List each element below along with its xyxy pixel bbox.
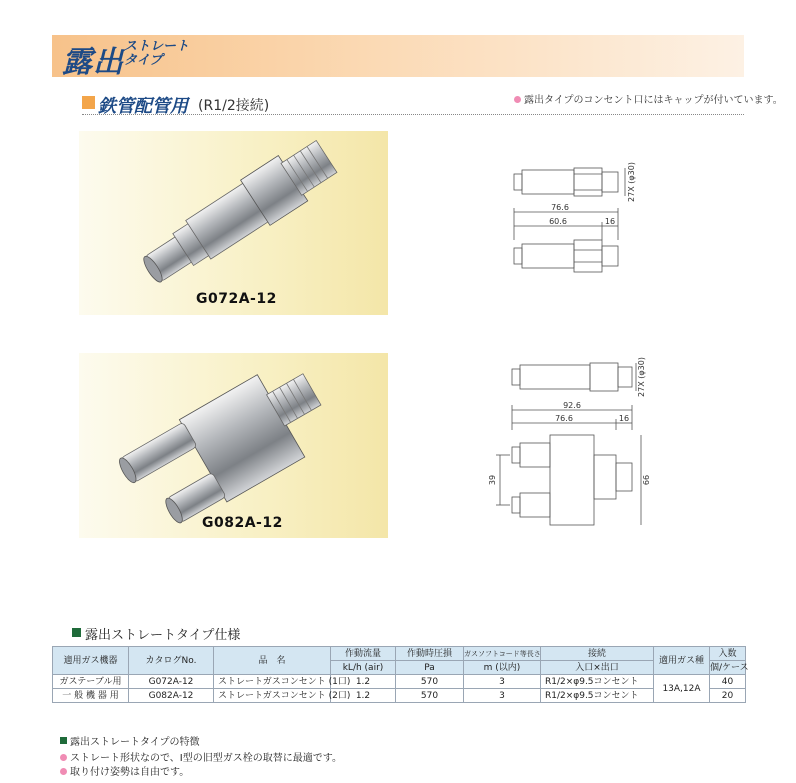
catalog-cell: G082A-12 bbox=[129, 689, 214, 703]
section-title: 鉄管配管用 bbox=[98, 96, 188, 117]
dim-vertical: 27X (φ30) bbox=[627, 162, 636, 202]
section-divider bbox=[82, 114, 744, 115]
table-title-marker bbox=[72, 628, 81, 637]
straight-outlet-illustration bbox=[79, 131, 388, 315]
cord-cell: 3 bbox=[464, 689, 541, 703]
dim-total: 76.6 bbox=[551, 203, 569, 212]
flow-cell: 1.2 bbox=[331, 675, 396, 689]
pressure-cell: 570 bbox=[396, 689, 464, 703]
banner-subtitle-line1: ストレート bbox=[124, 39, 190, 54]
cord-cell: 3 bbox=[464, 675, 541, 689]
product-label-g082a: G082A-12 bbox=[202, 515, 283, 531]
feature-text: ストレート形状なので、I型の旧型ガス栓の取替に最適です。 bbox=[70, 753, 342, 764]
section-marker bbox=[82, 96, 95, 109]
gas-type-cell: 13A,12A bbox=[654, 675, 710, 703]
dim-left-2: 76.6 bbox=[555, 414, 573, 423]
section-subtitle: (R1/2接続) bbox=[198, 98, 270, 114]
header-connection-unit: 入口×出口 bbox=[541, 661, 654, 675]
twin-outlet-illustration bbox=[79, 353, 388, 538]
spec-table bbox=[52, 646, 749, 703]
feature-item bbox=[60, 763, 189, 778]
table-row bbox=[53, 689, 746, 703]
dim-right-2: 16 bbox=[618, 414, 630, 423]
dim-height: 66 bbox=[642, 474, 651, 486]
name-cell: ストレートガスコンセント (2口) bbox=[214, 689, 331, 703]
header-cord: ガスソフトコード等長さ bbox=[464, 647, 541, 661]
banner-subtitle-line2: タイプ bbox=[124, 53, 163, 68]
feature-text: 取り付け姿勢は自由です。 bbox=[70, 767, 190, 778]
qty-cell: 40 bbox=[710, 675, 746, 689]
qty-cell: 20 bbox=[710, 689, 746, 703]
connection-cell: R1/2×φ9.5コンセント bbox=[541, 689, 654, 703]
bullet-icon bbox=[514, 96, 521, 103]
dim-pitch: 39 bbox=[488, 474, 497, 486]
header-connection: 接続 bbox=[541, 647, 654, 661]
banner-title: 露出 bbox=[62, 45, 124, 80]
header-banner bbox=[52, 35, 744, 80]
header-flow: 作動流量 bbox=[331, 647, 396, 661]
flow-cell: 1.2 bbox=[331, 689, 396, 703]
header-category: 適用ガス機器 bbox=[53, 647, 129, 675]
drawing-g082a bbox=[486, 355, 656, 530]
header-qty: 入数 bbox=[710, 647, 746, 661]
pressure-cell: 570 bbox=[396, 675, 464, 689]
header-name: 品 名 bbox=[214, 647, 331, 675]
cap-note bbox=[514, 91, 783, 106]
feature-item bbox=[60, 749, 342, 764]
connection-cell: R1/2×φ9.5コンセント bbox=[541, 675, 654, 689]
features-marker bbox=[60, 737, 67, 744]
dim-left: 60.6 bbox=[549, 217, 567, 226]
catalog-cell: G072A-12 bbox=[129, 675, 214, 689]
header-catalog: カタログNo. bbox=[129, 647, 214, 675]
header-pressure: 作動時圧損 bbox=[396, 647, 464, 661]
header-qty-unit: 個/ケース bbox=[710, 662, 749, 673]
product-photo-g082a bbox=[79, 353, 388, 538]
category-cell-2: 一 般 機 器 用 bbox=[53, 689, 129, 703]
dim-right: 16 bbox=[604, 217, 616, 226]
table-title: 露出ストレートタイプ仕様 bbox=[85, 628, 241, 643]
table-row bbox=[53, 675, 746, 689]
header-cord-unit: m (以内) bbox=[464, 661, 541, 675]
bullet-icon bbox=[60, 768, 67, 775]
cap-note-text: 露出タイプのコンセント口にはキャップが付いています。 bbox=[524, 95, 783, 106]
header-gas-type: 適用ガス種 bbox=[654, 647, 710, 675]
dim-vertical-2: 27X (φ30) bbox=[637, 357, 646, 397]
product-label-g072a: G072A-12 bbox=[196, 291, 277, 307]
drawing-g072a bbox=[500, 160, 650, 275]
header-pressure-unit: Pa bbox=[396, 661, 464, 675]
features-title: 露出ストレートタイプの特徴 bbox=[70, 737, 200, 748]
category-cell-1: ガステーブル用 bbox=[53, 675, 129, 689]
name-cell: ストレートガスコンセント (1口) bbox=[214, 675, 331, 689]
dim-total-2: 92.6 bbox=[563, 401, 581, 410]
bullet-icon bbox=[60, 754, 67, 761]
product-photo-g072a bbox=[79, 131, 388, 315]
header-flow-unit: kL/h (air) bbox=[331, 661, 396, 675]
